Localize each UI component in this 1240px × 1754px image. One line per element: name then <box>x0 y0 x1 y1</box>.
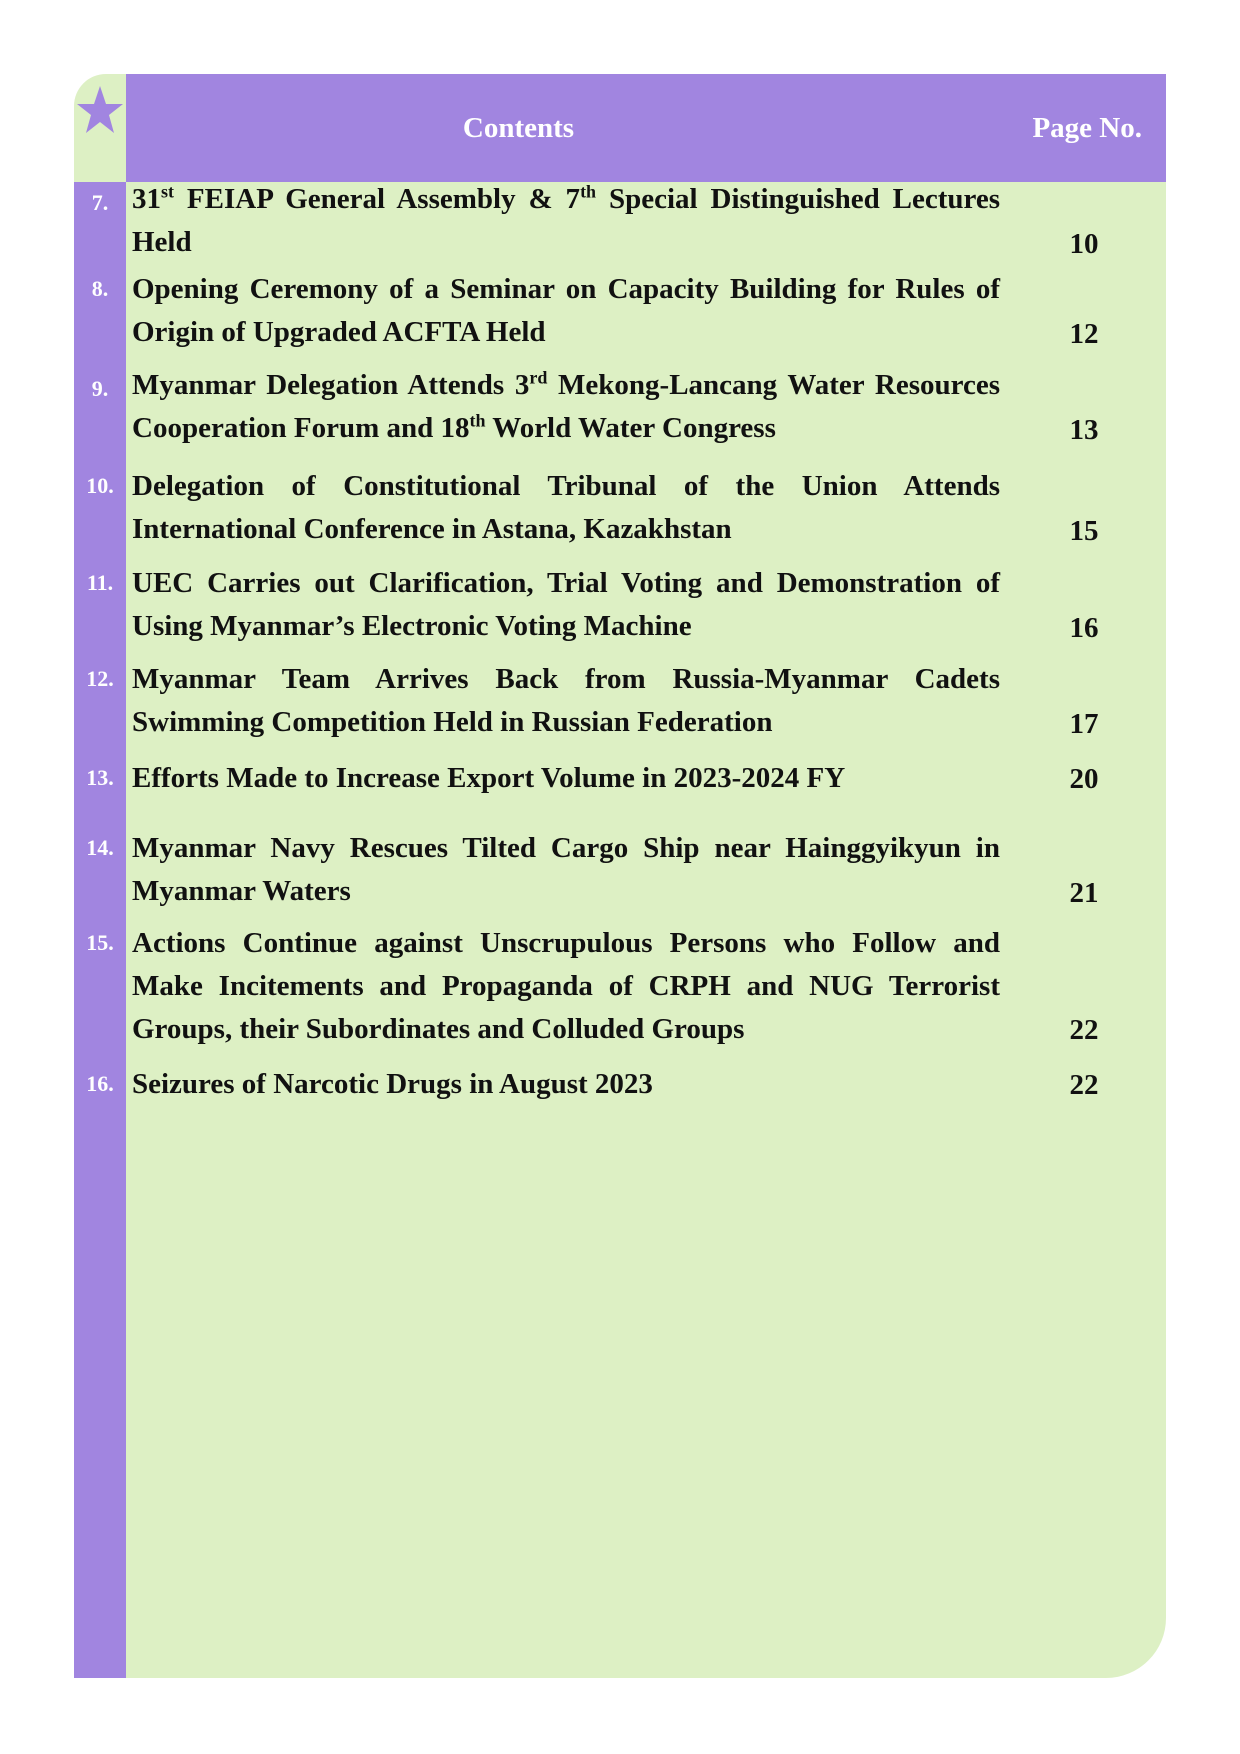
contents-heading: Contents <box>462 112 575 144</box>
entry-page-number: 16 <box>1069 612 1099 644</box>
entry-number: 13. <box>86 765 114 790</box>
entry-title[interactable]: Myanmar Team Arrives Back from Russia-Myanmar Cadets Swimming Competition Held in Russian Federation <box>132 663 1000 738</box>
entry-number: 15. <box>86 930 114 955</box>
entry-page-number: 13 <box>1069 414 1099 446</box>
contents-panel <box>74 74 1166 1678</box>
page-no-heading: Page No. <box>1032 112 1142 144</box>
entry-number: 12. <box>86 666 114 691</box>
entry-number: 10. <box>86 473 114 498</box>
star-corner <box>74 74 126 182</box>
star-icon <box>76 82 124 138</box>
entry-number: 16. <box>86 1071 114 1096</box>
entry-page-number: 20 <box>1069 763 1099 795</box>
entry-page-number: 15 <box>1069 515 1099 547</box>
entry-title[interactable]: Opening Ceremony of a Seminar on Capacity Building for Rules of Origin of Upgraded ACFTA Held <box>132 273 1000 348</box>
entry-title[interactable]: UEC Carries out Clarification, Trial Voting and Demonstration of Using Myanmar’s Electronic Voting Machine <box>132 567 1000 642</box>
entry-title[interactable]: Delegation of Constitutional Tribunal of the Union Attends International Conference in Astana, Kazakhstan <box>132 470 1000 545</box>
entry-number: 14. <box>86 835 114 860</box>
entry-title[interactable]: Myanmar Delegation Attends 3rd Mekong-Lancang Water Resources Cooperation Forum and 18th World Water Congress <box>132 367 1000 444</box>
entry-page-number: 21 <box>1069 877 1099 909</box>
entry-title[interactable]: Seizures of Narcotic Drugs in August 2023 <box>132 1068 653 1100</box>
entry-page-number: 22 <box>1069 1069 1099 1101</box>
entry-page-number: 17 <box>1069 708 1099 740</box>
entry-page-number: 12 <box>1069 318 1099 350</box>
entry-title[interactable]: Myanmar Navy Rescues Tilted Cargo Ship near Hainggyikyun in Myanmar Waters <box>132 832 1000 907</box>
entry-title[interactable]: 31st FEIAP General Assembly & 7th Special Distinguished Lectures Held <box>132 181 1001 258</box>
entry-title[interactable]: Actions Continue against Unscrupulous Persons who Follow and Make Incitements and Propaganda of CRPH and NUG Terrorist Groups, their Subordinates and Colluded Groups <box>132 927 1000 1045</box>
entry-page-number: 10 <box>1069 228 1099 260</box>
entry-title[interactable]: Efforts Made to Increase Export Volume in 2023-2024 FY <box>132 762 846 794</box>
entry-number: 7. <box>91 190 109 215</box>
entry-number: 11. <box>86 570 114 595</box>
entry-page-number: 22 <box>1069 1014 1099 1046</box>
entry-number: 8. <box>91 276 109 301</box>
entry-number: 9. <box>91 376 109 401</box>
